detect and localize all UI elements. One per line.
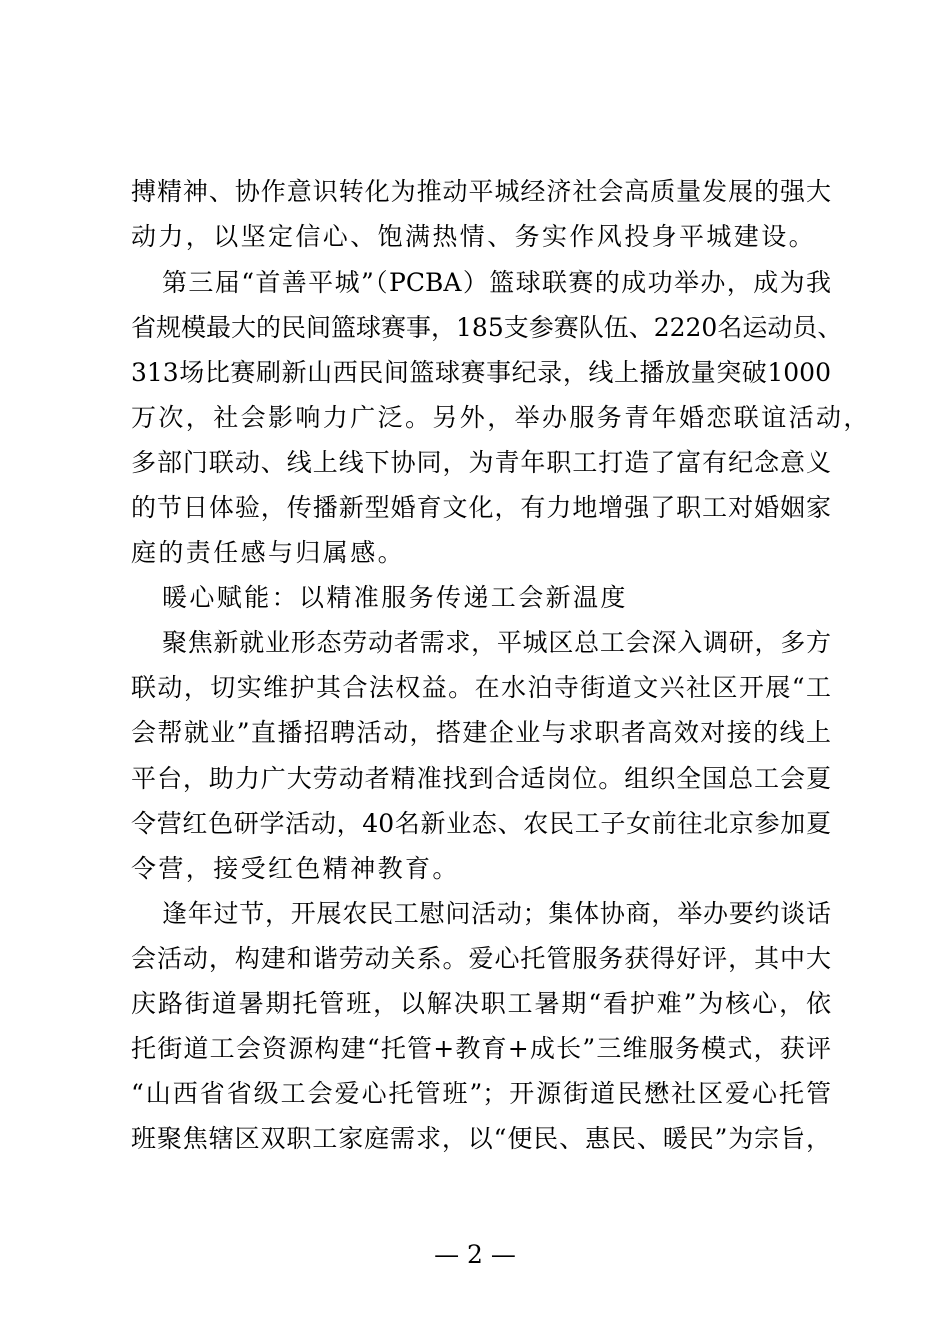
- page-number: — 2 —: [434, 1240, 516, 1269]
- body-text-line: 的节日体验，传播新型婚育文化，有力地增强了职工对婚姻家: [131, 493, 831, 522]
- paragraph-first-line: 逢年过节，开展农民工慰问活动；集体协商，举办要约谈话: [162, 899, 831, 928]
- body-text-line: 多部门联动、线上线下协同，为青年职工打造了富有纪念意义: [131, 448, 831, 477]
- body-text-line: 会活动，构建和谐劳动关系。爱心托管服务获得好评，其中大: [131, 944, 831, 973]
- paragraph-first-line: 聚焦新就业形态劳动者需求，平城区总工会深入调研，多方: [162, 628, 831, 657]
- section-subheading: 暖心赋能：以精准服务传递工会新温度: [162, 583, 628, 612]
- body-text-line: 会帮就业”直播招聘活动，搭建企业与求职者高效对接的线上: [131, 718, 831, 747]
- body-text-line: 班聚焦辖区双职工家庭需求，以“便民、惠民、暖民”为宗旨，: [131, 1124, 831, 1153]
- body-text-line: 万次，社会影响力广泛。另外，举办服务青年婚恋联谊活动，: [131, 403, 871, 432]
- body-text-line: 平台，助力广大劳动者精准找到合适岗位。组织全国总工会夏: [131, 764, 831, 793]
- body-text-line: 省规模最大的民间篮球赛事，185支参赛队伍、2220名运动员、: [131, 313, 843, 342]
- body-text-line: 庭的责任感与归属感。: [131, 538, 406, 567]
- paragraph-first-line: 第三届“首善平城”（PCBA）篮球联赛的成功举办，成为我: [162, 268, 831, 297]
- body-text-line: 联动，切实维护其合法权益。在水泊寺街道文兴社区开展“工: [131, 673, 831, 702]
- body-text-line: 令营红色研学活动，40名新业态、农民工子女前往北京参加夏: [131, 809, 831, 838]
- body-text-line: 托街道工会资源构建“托管+教育+成长”三维服务模式，获评: [131, 1034, 831, 1063]
- body-text-line: 搏精神、协作意识转化为推动平城经济社会高质量发展的强大: [131, 177, 831, 206]
- body-text-line: 313场比赛刷新山西民间篮球赛事纪录，线上播放量突破1000: [131, 358, 831, 387]
- body-text-line: 庆路街道暑期托管班，以解决职工暑期“看护难”为核心，依: [131, 989, 831, 1018]
- body-text-line: 动力，以坚定信心、饱满热情、务实作风投身平城建设。: [131, 222, 817, 251]
- body-text-line: “山西省省级工会爱心托管班”；开源街道民懋社区爱心托管: [131, 1079, 831, 1108]
- body-text-line: 令营，接受红色精神教育。: [131, 854, 460, 883]
